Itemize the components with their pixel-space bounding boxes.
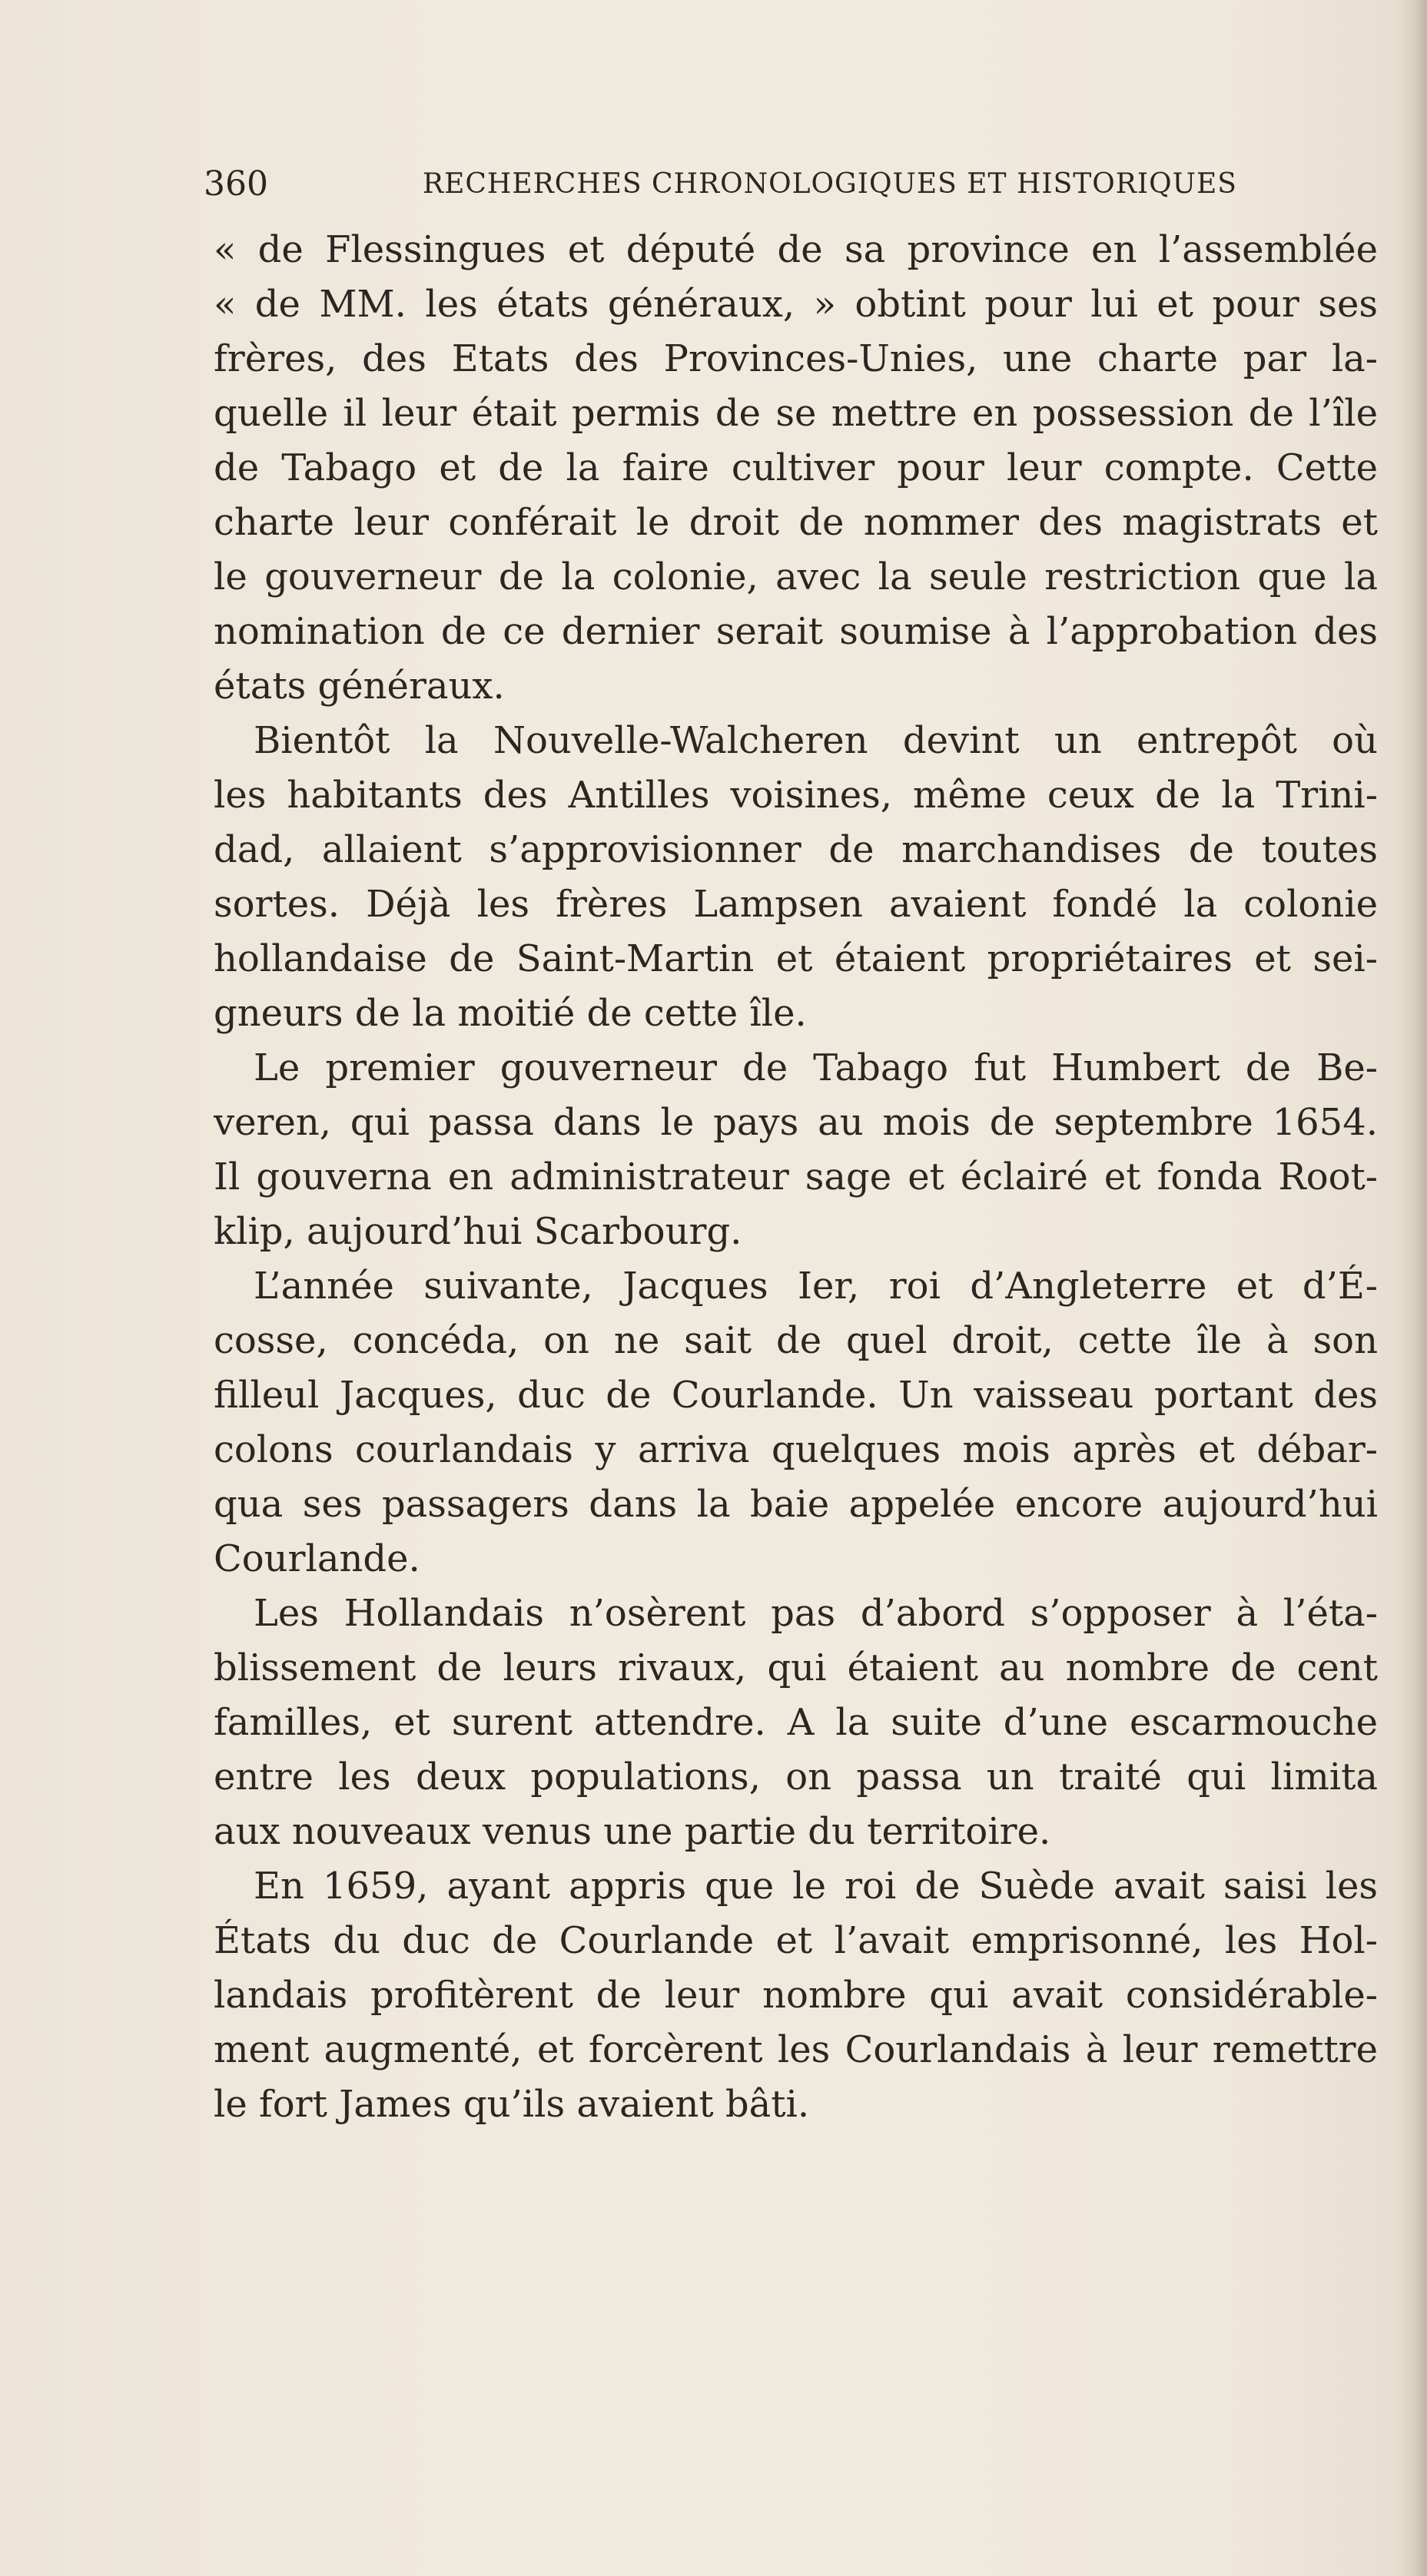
paragraph-first-line: Le premier gouverneur de Tabago fut Humbert de Be-	[254, 1046, 1378, 1089]
text-line: états généraux.	[214, 665, 505, 708]
paragraph-first-line: L’année suivante, Jacques Ier, roi d’Angleterre et d’É-	[254, 1265, 1378, 1308]
text-line: Courlande.	[214, 1537, 420, 1580]
paragraph-first-line: Les Hollandais n’osèrent pas d’abord s’opposer à l’éta-	[254, 1592, 1378, 1635]
text-line: cosse, concéda, on ne sait de quel droit, cette île à son	[214, 1319, 1378, 1362]
text-line: familles, et surent attendre. A la suite d’une escarmouche	[214, 1701, 1378, 1744]
page-header	[204, 161, 1241, 207]
text-line: quelle il leur était permis de se mettre en possession de l’île	[214, 392, 1378, 435]
page-edge-shadow	[1396, 0, 1427, 2576]
text-line: États du duc de Courlande et l’avait emprisonné, les Hol-	[214, 1919, 1378, 1962]
text-line: dad, allaient s’approvisionner de marchandises de toutes	[214, 828, 1378, 871]
text-line: veren, qui passa dans le pays au mois de septembre 1654.	[214, 1101, 1378, 1144]
text-line: Il gouverna en administrateur sage et éclairé et fonda Root-	[214, 1155, 1378, 1198]
paragraph-first-line: Bientôt la Nouvelle-Walcheren devint un entrepôt où	[254, 719, 1378, 762]
page-number: 360	[204, 164, 268, 204]
paragraph-first-line: En 1659, ayant appris que le roi de Suède avait saisi les	[254, 1865, 1378, 1908]
text-line: klip, aujourd’hui Scarbourg.	[214, 1210, 742, 1253]
running-title: RECHERCHES CHRONOLOGIQUES ET HISTORIQUES	[423, 168, 1237, 200]
text-line: ment augmenté, et forcèrent les Courlandais à leur remettre	[214, 2028, 1378, 2071]
text-line: colons courlandais y arriva quelques mois après et débar-	[214, 1428, 1378, 1471]
text-line: filleul Jacques, duc de Courlande. Un vaisseau portant des	[214, 1374, 1378, 1417]
text-line: frères, des Etats des Provinces-Unies, une charte par la-	[214, 337, 1378, 380]
text-line: charte leur conférait le droit de nommer des magistrats et	[214, 501, 1378, 544]
text-line: blissement de leurs rivaux, qui étaient au nombre de cent	[214, 1646, 1378, 1689]
text-line: le gouverneur de la colonie, avec la seule restriction que la	[214, 555, 1378, 598]
body-text	[214, 223, 1378, 2132]
text-line: « de Flessingues et député de sa province en l’assemblée	[214, 228, 1378, 271]
text-line: hollandaise de Saint-Martin et étaient propriétaires et sei-	[214, 937, 1378, 980]
text-line: nomination de ce dernier serait soumise à l’approbation des	[214, 610, 1378, 653]
text-line: les habitants des Antilles voisines, même ceux de la Trini-	[214, 774, 1378, 817]
text-line: le fort James qu’ils avaient bâti.	[214, 2083, 810, 2126]
text-line: « de MM. les états généraux, » obtint pour lui et pour ses	[214, 283, 1378, 326]
text-line: landais profitèrent de leur nombre qui avait considérable-	[214, 1974, 1378, 2017]
text-line: sortes. Déjà les frères Lampsen avaient fondé la colonie	[214, 883, 1378, 926]
text-line: gneurs de la moitié de cette île.	[214, 992, 807, 1035]
text-line: qua ses passagers dans la baie appelée encore aujourd’hui	[214, 1483, 1378, 1526]
text-line: de Tabago et de la faire cultiver pour leur compte. Cette	[214, 446, 1378, 489]
text-line: entre les deux populations, on passa un traité qui limita	[214, 1755, 1378, 1799]
text-line: aux nouveaux venus une partie du territoire.	[214, 1810, 1051, 1853]
